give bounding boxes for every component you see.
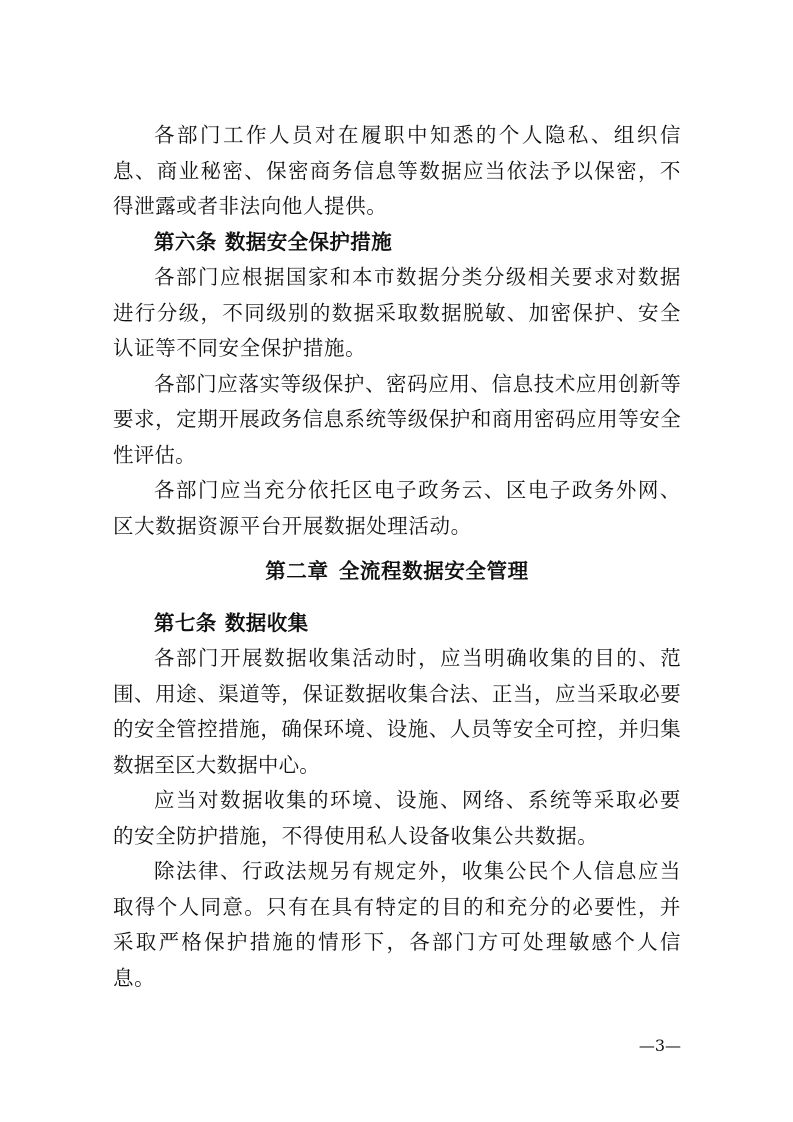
article-7-paragraph-consent: 除法律、行政法规另有规定外，收集公民个人信息应当取得个人同意。只有在具有特定的目的和充分的必要性，并采取严格保护措施的情形下，各部门方可处理敏感个人信息。 bbox=[113, 859, 681, 990]
article-7-paragraph-protection: 应当对数据收集的环境、设施、网络、系统等采取必要的安全防护措施，不得使用私人设备收集公共数据。 bbox=[113, 788, 681, 848]
paragraph-confidentiality: 各部门工作人员对在履职中知悉的个人隐私、组织信息、商业秘密、保密商务信息等数据应当依法予以保密，不得泄露或者非法向他人提供。 bbox=[113, 123, 681, 218]
article-6-paragraph-assessment: 各部门应落实等级保护、密码应用、信息技术应用创新等要求，定期开展政务信息系统等级保护和商用密码应用等安全性评估。 bbox=[113, 371, 681, 467]
article-6-paragraph-platform: 各部门应当充分依托区电子政务云、区电子政务外网、区大数据资源平台开展数据处理活动。 bbox=[113, 478, 681, 538]
article-6-heading bbox=[113, 225, 681, 261]
article-6-title: 数据安全保护措施 bbox=[224, 229, 393, 254]
page-number: —3— bbox=[638, 1036, 681, 1055]
chapter-2-heading bbox=[113, 544, 681, 606]
article-7-paragraph-collection: 各部门开展数据收集活动时，应当明确收集的目的、范围、用途、渠道等，保证数据收集合法、正当，应当采取必要的安全管控措施，确保环境、设施、人员等安全可控，并归集数据至区大数据中心。 bbox=[113, 646, 681, 777]
chapter-2-number: 第二章 bbox=[265, 559, 329, 583]
document-body bbox=[113, 118, 681, 996]
article-7-title: 数据收集 bbox=[224, 610, 309, 635]
chapter-2-title: 全流程数据安全管理 bbox=[338, 559, 529, 583]
article-6-paragraph-classification: 各部门应根据国家和本市数据分类分级相关要求对数据进行分级，不同级别的数据采取数据脱敏、加密保护、安全认证等不同安全保护措施。 bbox=[113, 265, 681, 360]
article-7-heading bbox=[113, 606, 681, 642]
article-7-number: 第七条 bbox=[154, 610, 217, 635]
article-6-number: 第六条 bbox=[154, 229, 217, 254]
